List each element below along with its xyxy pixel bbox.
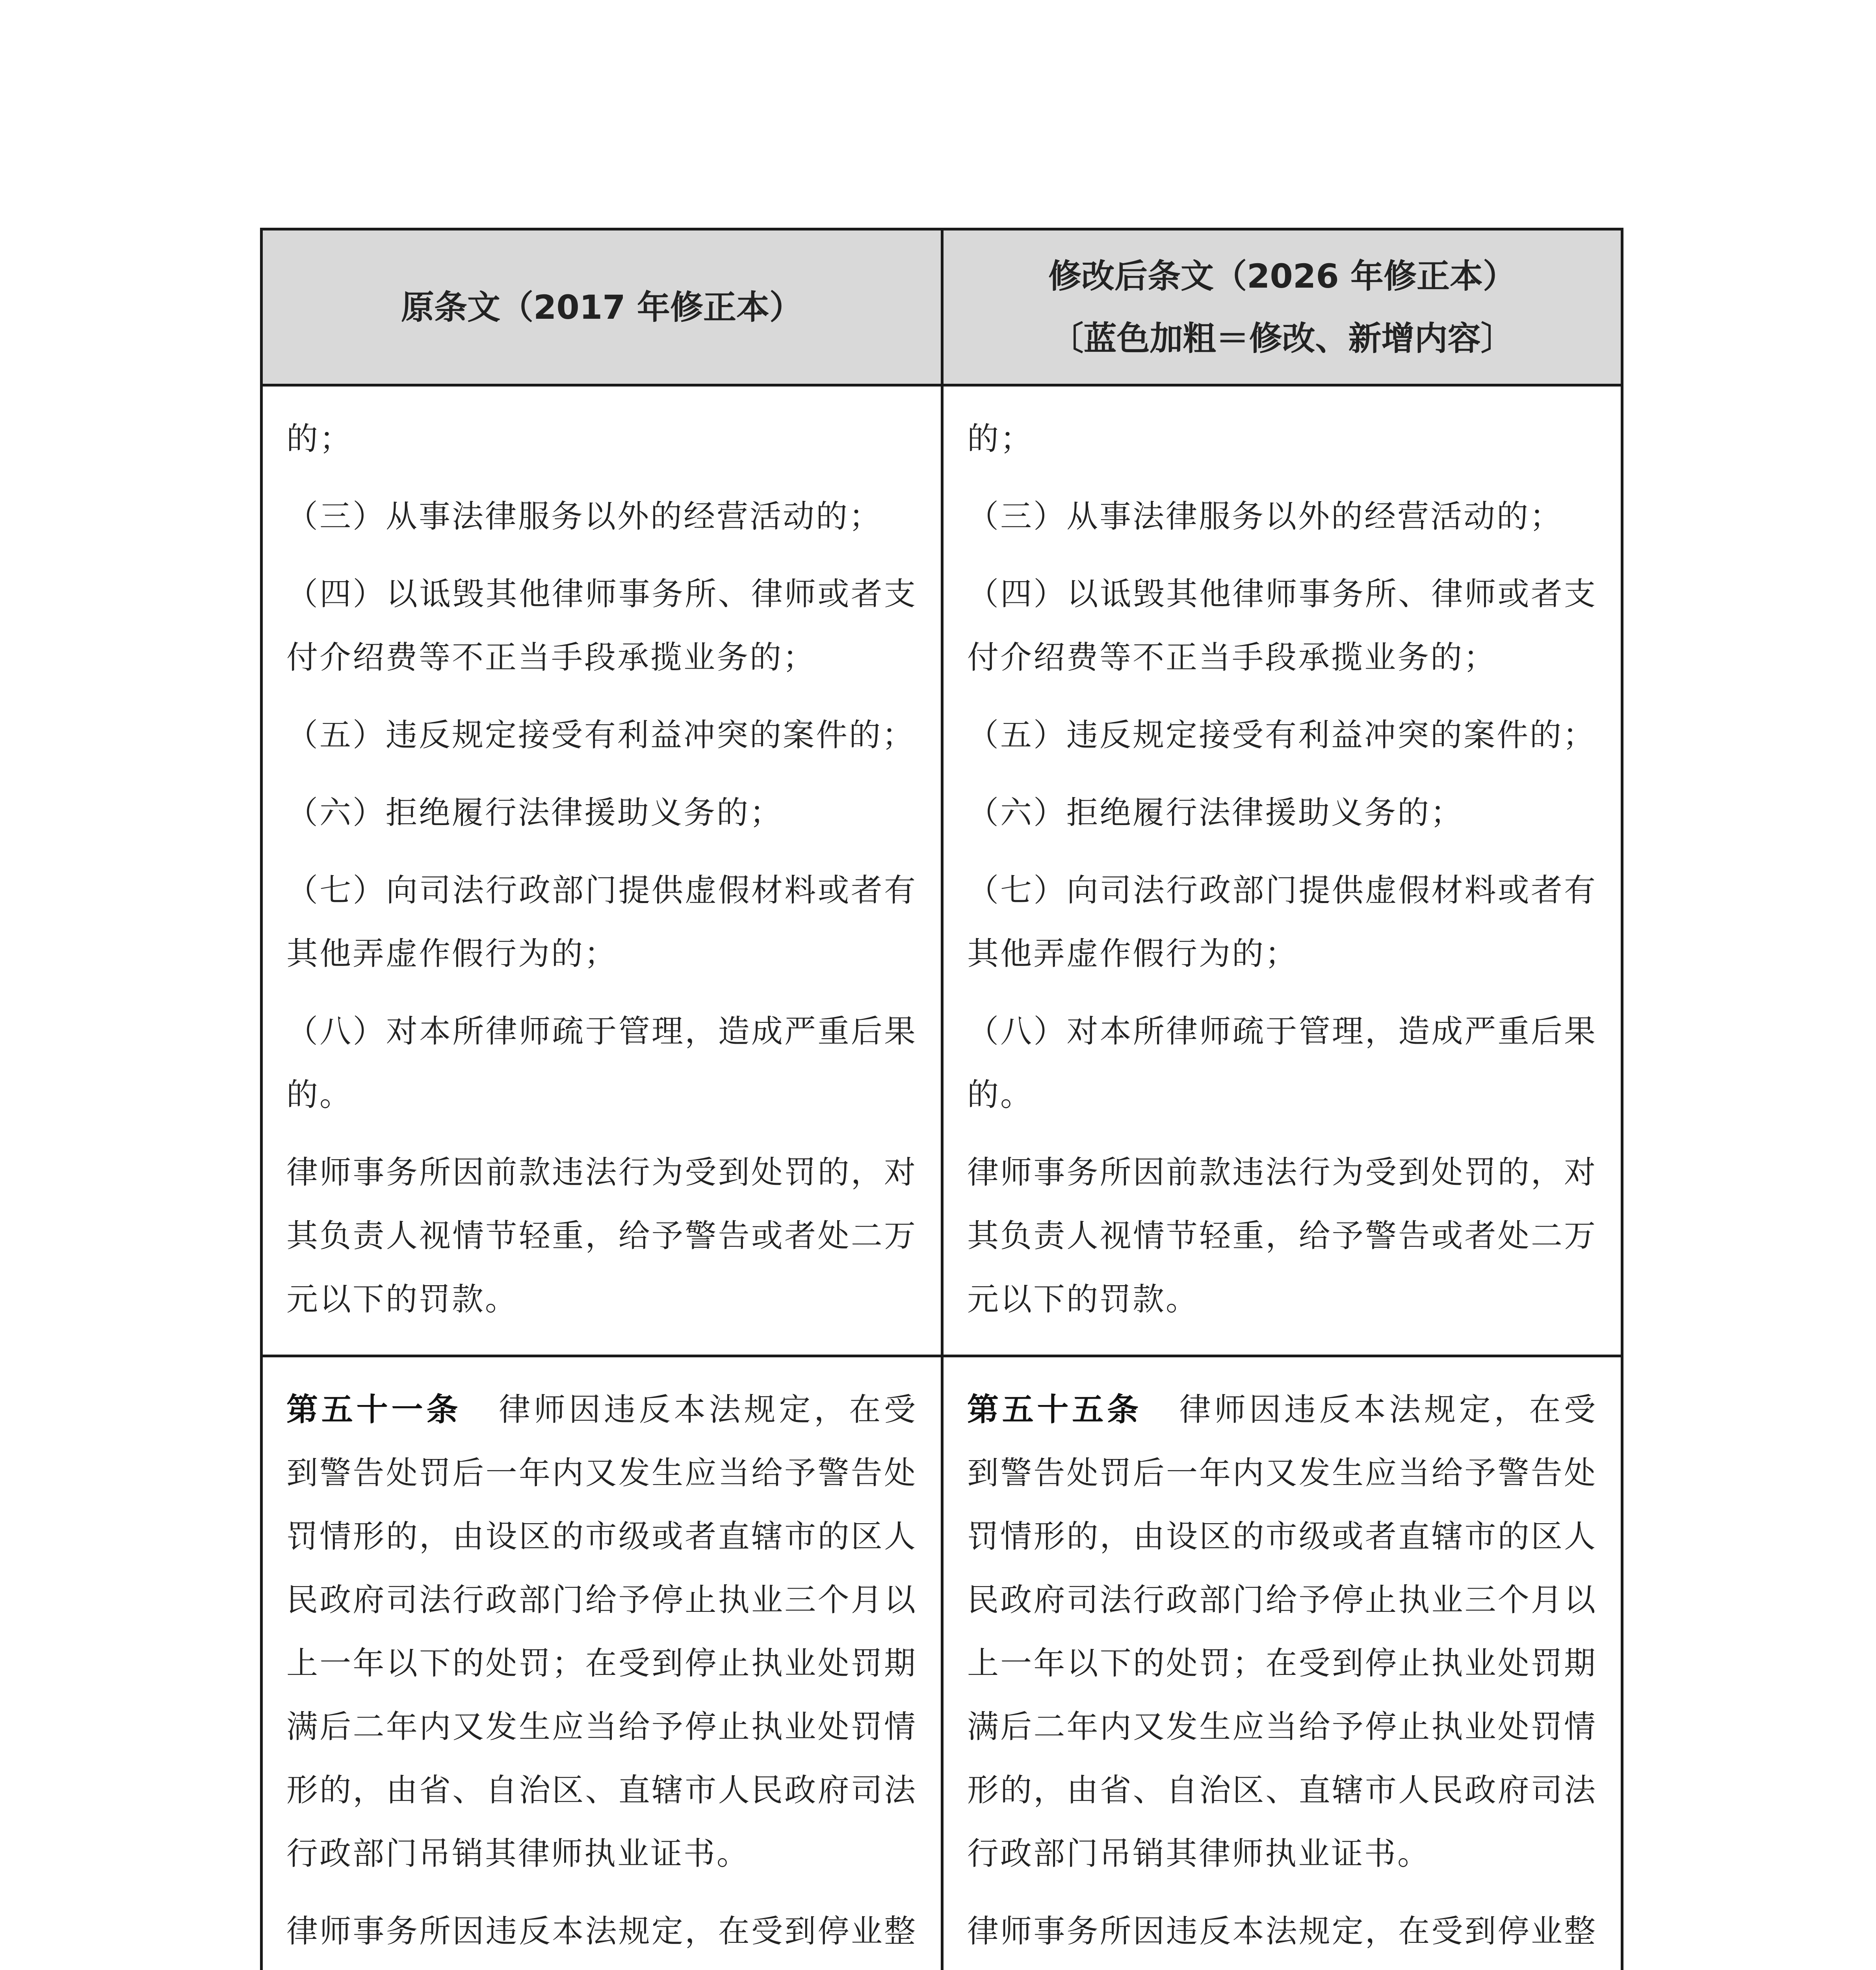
original-text-cell xyxy=(262,1356,942,1970)
clause-text: 律师事务所因违反本法规定，在受到停业整 xyxy=(286,1913,917,1950)
clause-text: （五）违反规定接受有利益冲突的案件的； xyxy=(286,717,915,753)
clause-text: 律师事务所因前款违法行为受到处罚的，对其负责人视情节轻重，给予警告或者处二万元以下的罚款。 xyxy=(967,1154,1597,1318)
clause-text: 的； xyxy=(286,420,353,457)
clause-paragraph xyxy=(286,485,917,548)
clause-paragraph xyxy=(286,781,917,844)
clause-text: （三）从事法律服务以外的经营活动的； xyxy=(286,498,882,535)
revised-text-cell xyxy=(942,385,1622,1356)
clause-paragraph xyxy=(967,1899,1597,1970)
clause-text: （六）拒绝履行法律援助义务的； xyxy=(967,794,1464,831)
clause-paragraph xyxy=(967,562,1597,689)
clause-text: （七）向司法行政部门提供虚假材料或者有其他弄虚作假行为的； xyxy=(967,872,1597,972)
clause-text: （八）对本所律师疏于管理，造成严重后果的。 xyxy=(286,1013,917,1113)
clause-text: （七）向司法行政部门提供虚假材料或者有其他弄虚作假行为的； xyxy=(286,872,917,972)
header-revised xyxy=(942,229,1622,385)
clause-paragraph xyxy=(967,485,1597,548)
clause-paragraph xyxy=(286,407,917,470)
clause-text: 律师事务所因违反本法规定，在受到停业整 xyxy=(967,1913,1597,1950)
clause-paragraph xyxy=(967,781,1597,844)
clause-text: （四）以诋毁其他律师事务所、律师或者支付介绍费等不正当手段承揽业务的； xyxy=(286,576,917,676)
table-row xyxy=(262,385,1622,1356)
clause-paragraph xyxy=(286,1141,917,1331)
clause-paragraph xyxy=(286,1899,917,1970)
clause-text: （六）拒绝履行法律援助义务的； xyxy=(286,794,783,831)
article-number: 第五十五条 xyxy=(967,1391,1142,1428)
table-header-row xyxy=(262,229,1622,385)
clause-text: （五）违反规定接受有利益冲突的案件的； xyxy=(967,717,1596,753)
original-text-cell xyxy=(262,385,942,1356)
clause-paragraph xyxy=(967,703,1597,767)
clause-paragraph xyxy=(967,1141,1597,1331)
clause-text: 律师因违反本法规定，在受到警告处罚后一年内又发生应当给予警告处罚情形的，由设区的市级或者直辖市的区人民政府司法行政部门给予停止执业三个月以上一年以下的处罚；在受到停止执业处罚期满后二年内又发生应当给予停止执业处罚情形的，由省、自治区、直辖市人民政府司法行政部门吊销其律师执业证书。 xyxy=(286,1391,918,1872)
clause-text: 律师因违反本法规定，在受到警告处罚后一年内又发生应当给予警告处罚情形的，由设区的市级或者直辖市的区人民政府司法行政部门给予停止执业三个月以上一年以下的处罚；在受到停止执业处罚期满后二年内又发生应当给予停止执业处罚情形的，由省、自治区、直辖市人民政府司法行政部门吊销其律师执业证书。 xyxy=(967,1391,1597,1872)
clause-paragraph xyxy=(967,407,1597,470)
clause-text: 律师事务所因前款违法行为受到处罚的，对其负责人视情节轻重，给予警告或者处二万元以下的罚款。 xyxy=(286,1154,917,1318)
clause-text: 的； xyxy=(967,420,1033,457)
clause-paragraph xyxy=(286,859,917,985)
comparison-table xyxy=(260,228,1623,1970)
revised-text-cell xyxy=(942,1356,1622,1970)
header-original-label: 原条文（2017 年修正本） xyxy=(401,288,803,327)
clause-paragraph xyxy=(286,562,917,689)
clause-text: （四）以诋毁其他律师事务所、律师或者支付介绍费等不正当手段承揽业务的； xyxy=(967,576,1597,676)
clause-paragraph xyxy=(286,1000,917,1126)
article-number: 第五十一条 xyxy=(286,1391,462,1428)
table-row xyxy=(262,1356,1622,1970)
clause-paragraph xyxy=(286,703,917,767)
header-revised-legend: 〔蓝色加粗＝修改、新增内容〕 xyxy=(1050,319,1514,358)
header-revised-label: 修改后条文（2026 年修正本） xyxy=(1048,256,1516,296)
clause-paragraph xyxy=(967,859,1597,985)
clause-paragraph xyxy=(286,1378,917,1885)
clause-paragraph xyxy=(967,1378,1597,1885)
clause-text: （八）对本所律师疏于管理，造成严重后果的。 xyxy=(967,1013,1597,1113)
clause-paragraph xyxy=(967,1000,1597,1126)
header-original xyxy=(262,229,942,385)
clause-text: （三）从事法律服务以外的经营活动的； xyxy=(967,498,1563,535)
